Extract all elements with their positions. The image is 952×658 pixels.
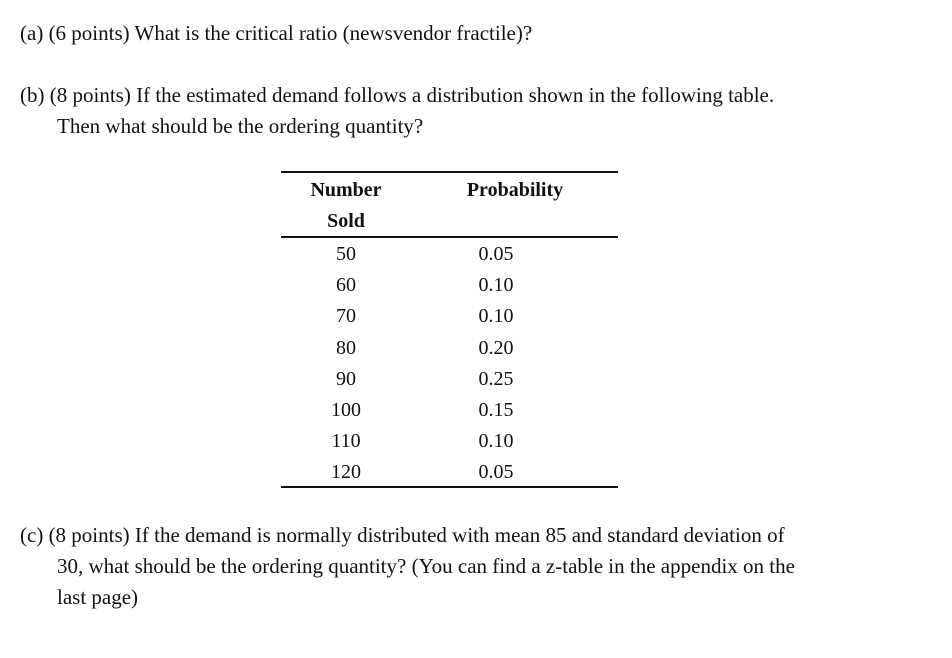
table-header-probability: Probability [466,179,564,201]
question-b-line-2: Then what should be the ordering quantity? [57,114,424,138]
table-row [281,239,618,270]
table-header-rule [281,236,618,238]
table-header-number-line-2: Sold [327,210,365,232]
table-body [281,239,618,489]
table-header-number-sold [281,175,411,237]
question-c-label: (c) [20,523,44,547]
question-b [20,80,918,142]
question-a-line [20,18,918,49]
table-row [281,364,618,395]
table-cell-number-sold: 90 [336,367,356,390]
table-top-rule [281,171,618,173]
question-b-text-1: (8 points) If the estimated demand follows a distribution shown in the following table. [49,83,775,107]
question-b-label: (b) [20,83,45,107]
question-a-text: (6 points) What is the critical ratio (newsvendor fractile)? [48,21,533,45]
table-header-number-line-1: Number [310,179,382,201]
table-row [281,333,618,364]
question-a-label: (a) [20,21,44,45]
table-cell-probability: 0.10 [478,430,514,453]
question-c-line-1 [20,520,918,551]
question-c-line-3: last page) [57,585,139,609]
question-c-line-2: 30, what should be the ordering quantity? (You can find a z-table in the appendix on the [57,554,795,578]
table-cell-number-sold: 100 [331,398,361,421]
table-cell-number-sold: 50 [336,243,356,265]
question-b-line-1 [20,80,918,111]
table-cell-number-sold: 120 [331,461,361,484]
table-row [281,426,618,457]
table-row [281,301,618,332]
table-row [281,270,618,301]
question-a [20,18,918,49]
table-cell-number-sold: 110 [331,430,361,453]
table-bottom-rule [281,486,618,488]
question-c-text-1: (8 points) If the demand is normally distributed with mean 85 and standard deviation of [48,523,785,547]
table-cell-probability: 0.15 [478,398,514,421]
table-cell-probability: 0.05 [478,243,514,265]
table-cell-probability: 0.20 [478,336,514,359]
table-cell-number-sold: 80 [336,336,356,359]
table-cell-probability: 0.10 [478,274,514,297]
table-cell-probability: 0.10 [478,305,514,328]
table-cell-number-sold: 70 [336,305,356,328]
question-c [20,520,918,613]
table-row [281,457,618,488]
table-cell-probability: 0.05 [478,461,514,484]
table-cell-number-sold: 60 [336,274,356,297]
table-cell-probability: 0.25 [478,367,514,390]
table-row [281,395,618,426]
